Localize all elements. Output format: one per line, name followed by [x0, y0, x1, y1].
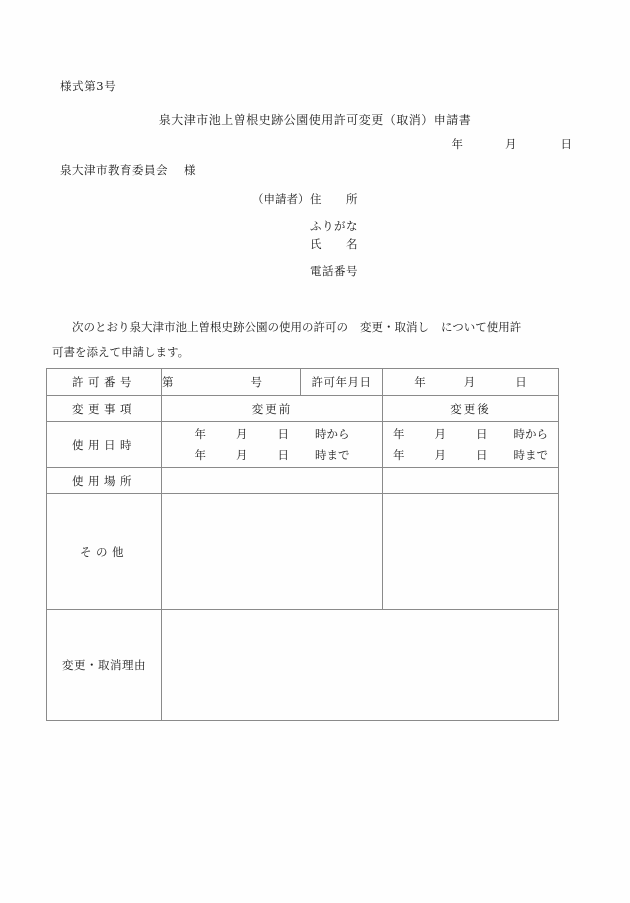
use-place-after-field[interactable]: [383, 468, 559, 494]
table-row-change-item: [47, 396, 559, 422]
datetime-before-to-year: 年: [194, 447, 206, 462]
date-year-label: 年: [451, 137, 463, 151]
before-change-label: 変更前: [162, 396, 383, 422]
applicant-tag: （申請者）: [252, 192, 310, 206]
datetime-before-to-month: 月: [236, 447, 248, 462]
use-datetime-before-field[interactable]: [162, 422, 383, 468]
datetime-after-from-month: 月: [434, 426, 446, 441]
datetime-after-to-year: 年: [393, 447, 405, 462]
datetime-before-from-time: 時から: [315, 426, 350, 441]
form-number: 様式第3号: [60, 79, 117, 93]
permit-date-year-label: 年: [414, 375, 426, 389]
table-row-use-place: [47, 468, 559, 494]
permit-number-prefix: 第: [162, 375, 174, 389]
datetime-before-to: [162, 445, 382, 466]
datetime-after-from-day: 日: [476, 426, 488, 441]
other-after-field[interactable]: [383, 494, 559, 610]
table-row-use-datetime: [47, 422, 559, 468]
permit-date-day-label: 日: [515, 375, 527, 389]
table-row-reason: [47, 610, 559, 721]
datetime-after-from-time: 時から: [513, 426, 548, 441]
submission-date-line: [452, 136, 573, 152]
datetime-after-to: [383, 445, 558, 466]
intro-paragraph: [52, 315, 572, 365]
datetime-after-from: [383, 424, 558, 445]
datetime-before-to-time: 時まで: [315, 447, 350, 462]
permit-date-month-label: 月: [463, 375, 476, 389]
datetime-before-to-day: 日: [277, 447, 289, 462]
intro-line-1-c: について使用許: [441, 320, 522, 334]
table-row-other: [47, 494, 559, 610]
applicant-furigana-label: ふりがな: [310, 219, 358, 233]
date-day-label: 日: [560, 137, 572, 151]
applicant-name-row: [252, 235, 358, 253]
table-row-permit: [47, 369, 559, 396]
application-table: [46, 368, 559, 721]
permit-number-label: 許可番号: [47, 369, 162, 396]
intro-line-1-b: 変更・取消し: [360, 320, 429, 334]
datetime-after-to-time: 時まで: [513, 447, 548, 462]
permit-date-field[interactable]: [383, 369, 559, 396]
datetime-after-to-month: 月: [434, 447, 446, 462]
date-month-label: 月: [505, 137, 517, 151]
addressee: [60, 162, 196, 178]
use-datetime-label: 使用日時: [47, 422, 162, 468]
use-place-before-field[interactable]: [162, 468, 383, 494]
intro-line-1: [52, 315, 572, 340]
reason-field[interactable]: [162, 610, 559, 721]
document-title: 泉大津市池上曽根史跡公園使用許可変更（取消）申請書: [158, 113, 472, 127]
datetime-before-from-day: 日: [277, 426, 289, 441]
permit-number-field[interactable]: [162, 369, 301, 396]
applicant-address-label: 住 所: [310, 192, 358, 206]
permit-number-suffix: 号: [250, 375, 262, 389]
use-place-label: 使用場所: [47, 468, 162, 494]
datetime-after-from-year: 年: [393, 426, 405, 441]
applicant-furigana-row: [252, 217, 358, 235]
intro-line-2: 可書を添えて申請します。: [52, 345, 190, 359]
applicant-phone-row: [252, 262, 358, 280]
intro-line-1-a: 次のとおり泉大津市池上曽根史跡公園の使用の許可の: [72, 320, 348, 334]
applicant-phone-label: 電話番号: [310, 264, 358, 278]
datetime-before-from-month: 月: [236, 426, 248, 441]
datetime-before-from-year: 年: [194, 426, 206, 441]
datetime-before-from: [162, 424, 382, 445]
other-before-field[interactable]: [162, 494, 383, 610]
addressee-honorific: 様: [184, 163, 196, 177]
applicant-block: [252, 190, 358, 280]
addressee-name: 泉大津市教育委員会: [60, 163, 168, 177]
use-datetime-after-field[interactable]: [383, 422, 559, 468]
other-label: その他: [47, 494, 162, 610]
change-item-label: 変更事項: [47, 396, 162, 422]
permit-date-label: 許可年月日: [301, 369, 383, 396]
applicant-address-row: [252, 190, 358, 208]
after-change-label: 変更後: [383, 396, 559, 422]
applicant-name-label: 氏 名: [310, 237, 358, 251]
datetime-after-to-day: 日: [476, 447, 488, 462]
reason-label: 変更・取消理由: [47, 610, 162, 721]
